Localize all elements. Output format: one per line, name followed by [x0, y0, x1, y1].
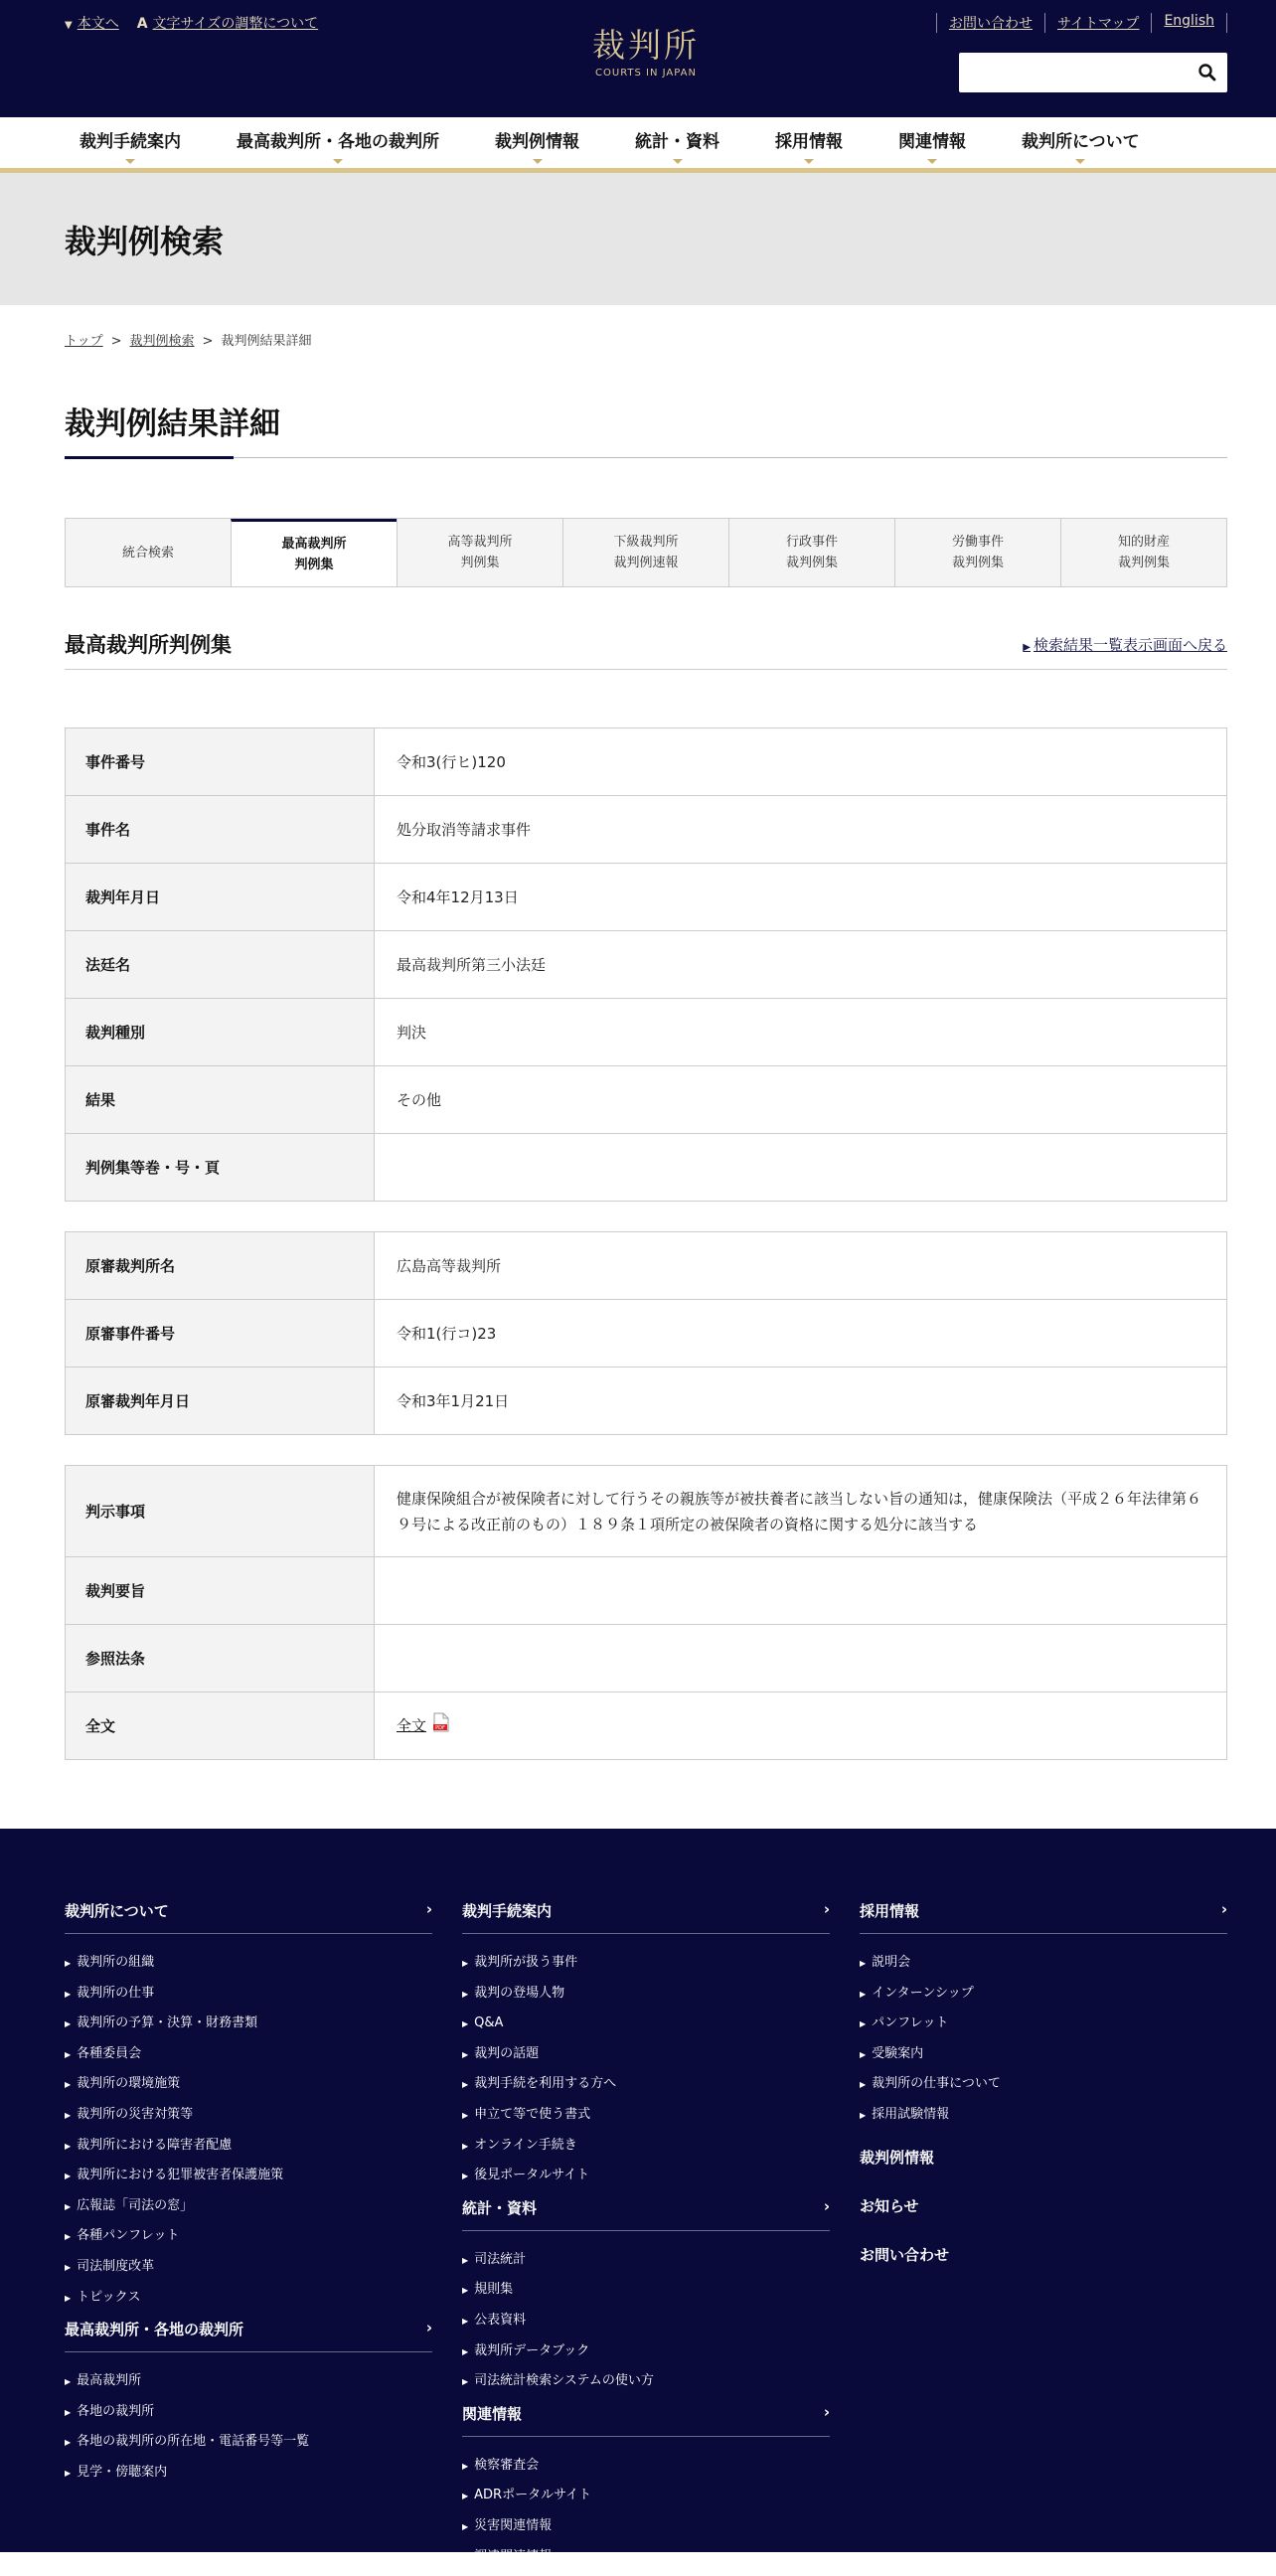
footer-group-about: [65, 1900, 432, 2313]
nav-item-recruitment[interactable]: 採用情報: [775, 127, 843, 158]
contact-link[interactable]: お問い合わせ: [936, 13, 1044, 33]
site-footer: [0, 1829, 1276, 2564]
caret-down-icon: [1075, 159, 1085, 164]
footer-link[interactable]: ▶ 検察審査会: [462, 2457, 540, 2473]
table-row: 結果 その他: [66, 1066, 1227, 1134]
footer-link[interactable]: ▶ トピックス: [65, 2289, 141, 2305]
case-detail-table: [65, 727, 1227, 1202]
footer-heading-related[interactable]: 関連情報 ›: [462, 2403, 830, 2437]
table-row: 判示事項 健康保険組合が被保険者に対して行うその親族等が被扶養者に該当しない旨の通知は，健康保険法（平成２６年法律第６９号による改正前のもの）１８９条１項所定の被保険者の資格に関する処分に該当する: [66, 1466, 1227, 1557]
footer-link[interactable]: ▶ 裁判の話題: [462, 2045, 540, 2061]
footer-link[interactable]: ▶ 裁判所の仕事について: [860, 2076, 1001, 2092]
table-row: 原審事件番号 令和1(行コ)23: [66, 1300, 1227, 1368]
footer-link[interactable]: ▶ 裁判所における犯罪被害者保護施策: [65, 2168, 284, 2183]
footer-link[interactable]: ▶ 司法統計検索システムの使い方: [462, 2373, 654, 2389]
judgment-summary-table: [65, 1465, 1227, 1760]
footer-link[interactable]: ▶ 調達関連情報: [462, 2548, 553, 2564]
utility-links-right: [936, 13, 1227, 33]
tab-intellectual-property[interactable]: 知的財産 裁判例集: [1060, 519, 1226, 586]
footer-link[interactable]: ▶ 広報誌「司法の窓」: [65, 2197, 194, 2213]
footer-heading-recruitment[interactable]: 採用情報 ›: [860, 1900, 1227, 1934]
footer-link[interactable]: ▶ 後見ポータルサイト: [462, 2168, 590, 2183]
table-row: 事件番号 令和3(行ヒ)120: [66, 728, 1227, 796]
footer-link[interactable]: ▶ 各種パンフレット: [65, 2228, 180, 2244]
footer-link[interactable]: ▶ 司法制度改革: [65, 2258, 155, 2274]
footer-link-precedents[interactable]: 裁判例情報: [860, 2148, 935, 2167]
caret-down-icon: [125, 159, 135, 164]
footer-link[interactable]: ▶ 裁判所の仕事: [65, 1985, 155, 2001]
table-row: 全文 全文 PDF: [66, 1692, 1227, 1760]
footer-link-contact[interactable]: お問い合わせ: [860, 2245, 950, 2264]
chevron-right-icon: ›: [425, 1900, 432, 1918]
tab-lower-court[interactable]: 下級裁判所 裁判例速報: [562, 519, 728, 586]
footer-link[interactable]: ▶ 裁判所の災害対策等: [65, 2106, 194, 2122]
original-trial-table: [65, 1231, 1227, 1435]
triangle-down-icon: ▼: [65, 20, 73, 31]
footer-column-1: [65, 1900, 432, 2493]
footer-group-courts: [65, 2319, 432, 2488]
tab-supreme-court[interactable]: 最高裁判所 判例集: [231, 519, 397, 586]
triangle-right-icon: ▶: [1023, 641, 1031, 653]
footer-link[interactable]: ▶ 各地の裁判所: [65, 2403, 155, 2419]
pdf-icon[interactable]: [432, 1712, 450, 1740]
section-header: [65, 629, 1227, 670]
footer-heading-about[interactable]: 裁判所について ›: [65, 1900, 432, 1934]
footer-link[interactable]: ▶ 説明会: [860, 1955, 911, 1970]
footer-link[interactable]: ▶ 裁判所データブック: [462, 2342, 590, 2358]
tab-integrated-search[interactable]: 統合検索: [66, 519, 231, 586]
caret-down-icon: [927, 159, 937, 164]
tab-labor[interactable]: 労働事件 裁判例集: [894, 519, 1060, 586]
footer-link[interactable]: ▶ 司法統計: [462, 2251, 527, 2267]
caret-down-icon: [333, 159, 343, 164]
site-logo[interactable]: 裁判所 COURTS IN JAPAN: [592, 26, 700, 79]
footer-link[interactable]: ▶ 各地の裁判所の所在地・電話番号等一覧: [65, 2434, 310, 2450]
nav-item-precedents[interactable]: 裁判例情報: [495, 127, 579, 158]
breadcrumb-search[interactable]: 裁判例検索: [129, 334, 195, 349]
footer-column-2: [462, 1900, 830, 2576]
font-size-icon: A: [136, 16, 148, 32]
search-icon: [1196, 61, 1219, 84]
footer-group-statistics: [462, 2197, 830, 2397]
utility-links-left: [65, 13, 318, 33]
table-row: 原審裁判年月日 令和3年1月21日: [66, 1368, 1227, 1435]
sitemap-link[interactable]: サイトマップ: [1044, 13, 1151, 33]
footer-heading-courts[interactable]: 最高裁判所・各地の裁判所 ›: [65, 2319, 432, 2352]
footer-link[interactable]: ▶ 裁判所の予算・決算・財務書類: [65, 2015, 258, 2031]
footer-link[interactable]: ▶ 裁判所の組織: [65, 1955, 155, 1970]
footer-link[interactable]: ▶ 見学・傍聴案内: [65, 2464, 168, 2480]
table-row: 裁判種別 判決: [66, 999, 1227, 1066]
font-size-link[interactable]: A 文字サイズの調整について: [136, 16, 319, 32]
chevron-right-icon: ›: [823, 2196, 830, 2215]
nav-item-about[interactable]: 裁判所について: [1022, 127, 1140, 158]
footer-link[interactable]: ▶ オンライン手続き: [462, 2137, 577, 2153]
table-row: 裁判年月日 令和4年12月13日: [66, 864, 1227, 931]
footer-link[interactable]: ▶ 裁判の登場人物: [462, 1985, 565, 2001]
footer-link[interactable]: ▶ Q&A: [462, 2015, 504, 2031]
footer-group-procedures: [462, 1900, 830, 2191]
search-input[interactable]: [959, 53, 1188, 92]
table-row: 参照法条: [66, 1625, 1227, 1692]
tab-high-court[interactable]: 高等裁判所 判例集: [397, 519, 562, 586]
caret-down-icon: [804, 159, 814, 164]
english-link[interactable]: English: [1151, 13, 1227, 33]
footer-link[interactable]: ▶ パンフレット: [860, 2015, 949, 2031]
svg-text:PDF: PDF: [435, 1724, 445, 1731]
global-nav: [0, 117, 1276, 173]
nav-item-courts[interactable]: 最高裁判所・各地の裁判所: [237, 127, 439, 158]
footer-link-news[interactable]: お知らせ: [860, 2196, 919, 2215]
back-to-results-link[interactable]: ▶ 検索結果一覧表示画面へ戻る: [1023, 635, 1227, 654]
breadcrumb-current: 裁判例結果詳細: [221, 334, 312, 349]
footer-heading-procedures[interactable]: 裁判手続案内 ›: [462, 1900, 830, 1934]
footer-link[interactable]: ▶ 裁判所が扱う事件: [462, 1955, 578, 1970]
footer-column-3: [860, 1900, 1227, 2265]
caret-down-icon: [533, 159, 543, 164]
footer-link[interactable]: ▶ 受験案内: [860, 2045, 924, 2061]
nav-item-procedures[interactable]: 裁判手続案内: [80, 127, 181, 158]
footer-link[interactable]: ▶ 災害関連情報: [462, 2517, 553, 2533]
nav-item-statistics[interactable]: 統計・資料: [635, 127, 719, 158]
chevron-right-icon: ›: [1220, 1900, 1227, 1918]
page-title: 裁判例結果詳細: [65, 399, 1227, 458]
section-title: 最高裁判所判例集: [65, 633, 232, 657]
full-text-pdf-link[interactable]: 全文: [397, 1716, 427, 1734]
footer-link[interactable]: ▶ 公表資料: [462, 2312, 527, 2328]
site-header: [0, 0, 1276, 117]
footer-link[interactable]: ▶ 規則集: [462, 2282, 514, 2298]
breadcrumb: トップ > 裁判例検索 > 裁判例結果詳細: [65, 334, 312, 349]
footer-link[interactable]: ▶ 裁判所の環境施策: [65, 2076, 181, 2092]
table-row: 法廷名 最高裁判所第三小法廷: [66, 931, 1227, 999]
title-band: [0, 173, 1276, 305]
table-row: 裁判要旨: [66, 1557, 1227, 1625]
tab-administrative[interactable]: 行政事件 裁判例集: [728, 519, 894, 586]
footer-link[interactable]: ▶ 各種委員会: [65, 2045, 142, 2061]
chevron-right-icon: ›: [823, 1900, 830, 1918]
breadcrumb-top[interactable]: トップ: [65, 334, 103, 349]
site-search: [959, 53, 1227, 92]
caret-down-icon: [673, 159, 683, 164]
search-tabs: [65, 518, 1227, 587]
search-button[interactable]: [1196, 61, 1219, 84]
table-row: 判例集等巻・号・頁: [66, 1134, 1227, 1202]
footer-link[interactable]: ▶ ADRポータルサイト: [462, 2488, 592, 2503]
footer-link[interactable]: ▶ 裁判所における障害者配慮: [65, 2137, 233, 2153]
table-row: 事件名 処分取消等請求事件: [66, 796, 1227, 864]
footer-link[interactable]: ▶ 裁判手続を利用する方へ: [462, 2076, 617, 2092]
skip-to-content-link[interactable]: ▼ 本文へ: [65, 16, 119, 32]
footer-link[interactable]: ▶ 最高裁判所: [65, 2373, 142, 2389]
main-content: [0, 330, 1276, 1760]
nav-item-related[interactable]: 関連情報: [898, 127, 966, 158]
footer-link[interactable]: ▶ 申立て等で使う書式: [462, 2106, 591, 2122]
footer-heading-statistics[interactable]: 統計・資料 ›: [462, 2197, 830, 2231]
footer-link[interactable]: ▶ インターンシップ: [860, 1985, 974, 2001]
footer-link[interactable]: ▶ 採用試験情報: [860, 2106, 950, 2122]
footer-group-related: [462, 2403, 830, 2572]
chevron-right-icon: ›: [823, 2402, 830, 2421]
table-row: 原審裁判所名 広島高等裁判所: [66, 1232, 1227, 1300]
chevron-right-icon: ›: [425, 2319, 432, 2337]
band-title: 裁判例検索: [65, 222, 225, 260]
footer-group-recruitment: [860, 1900, 1227, 2131]
